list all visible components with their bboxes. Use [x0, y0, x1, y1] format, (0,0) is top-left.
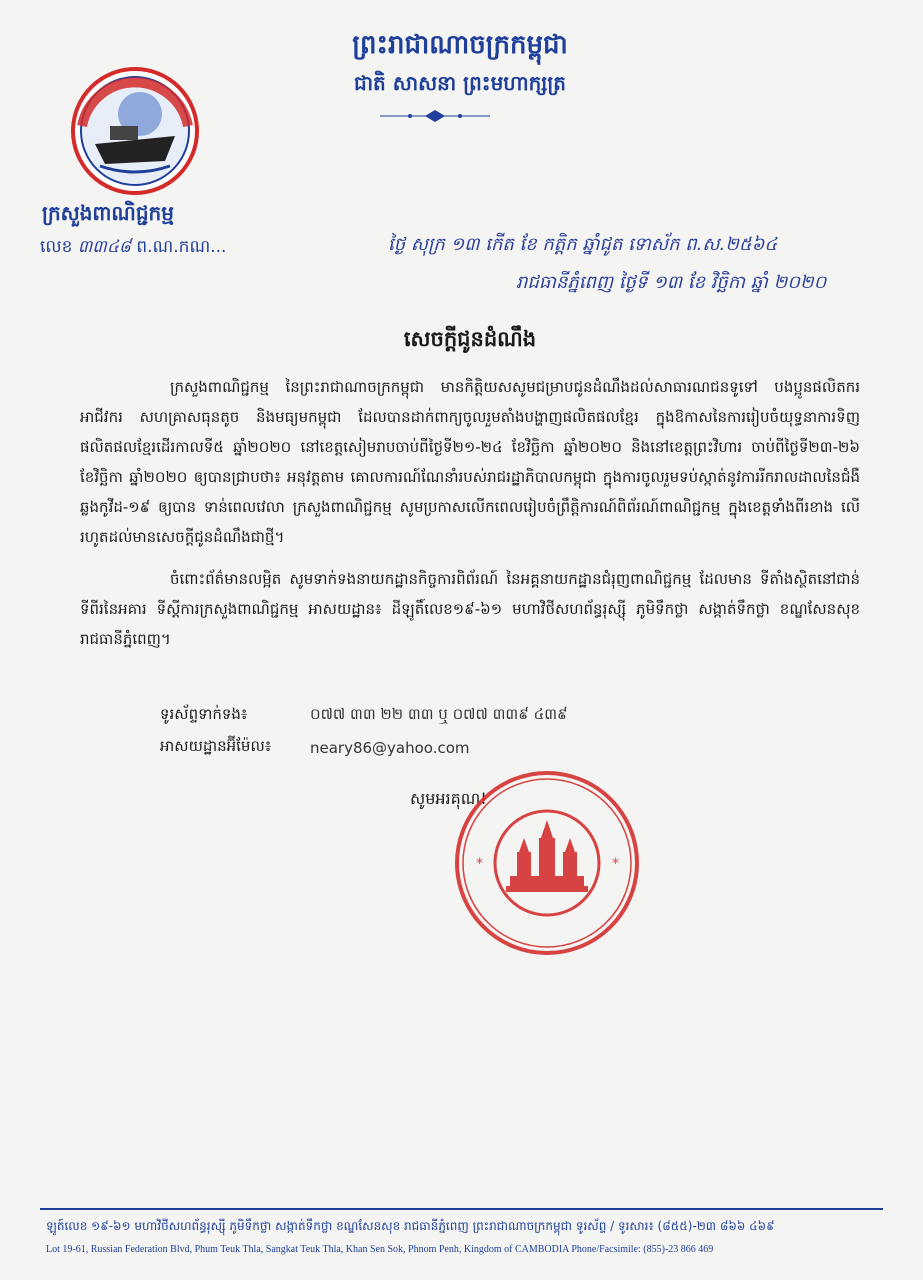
email-label: អាសយដ្ឋានអ៊ីម៉ែល៖: [160, 737, 272, 755]
svg-text:*: *: [612, 856, 619, 872]
ministry-name: ក្រសួងពាណិជ្ជកម្ម: [42, 201, 174, 225]
phone-value: ០៧៧ ៣៣ ២២ ៣៣ ឬ ០៧៧ ៣៣៩ ៤៣៩: [310, 705, 568, 723]
email-row: [160, 732, 568, 764]
letter-body: [80, 372, 860, 666]
footer-address-khmer: ឡូត៍លេខ ១៩-៦១ មហាវិថីសហព័ន្ធរុស្ស៊ី ភូមិទឹកថ្លា សង្កាត់ទឹកថ្លា ខណ្ឌសែនសុខ រាជធានីភ្នំពេញ ព្រះរាជាណាចក្រកម្ពុជា ទូរស័ព្ទ / ទូរសារ៖ (៨៥៥)-២៣ ៨៦៦ ៤៦៩: [46, 1219, 775, 1233]
footer-divider: [40, 1208, 883, 1210]
email-value[interactable]: neary86@yahoo.com: [310, 739, 470, 757]
document-title: សេចក្ដីជូនដំណឹង: [403, 327, 537, 351]
solar-date: រាជធានីភ្នំពេញ ថ្ងៃទី ១៣ ខែ វិច្ឆិកា ឆ្នាំ ២០២០: [516, 272, 827, 293]
ornament-divider-icon: [380, 108, 490, 127]
footer-address-english: Lot 19-61, Russian Federation Blvd, Phum Teuk Thla, Sangkat Teuk Thla, Khan Sen Sok, Phnom Penh, Kingdom of CAMBODIA Phone/Facsimile: (855)-23 866 469: [46, 1244, 714, 1255]
phone-row: [160, 700, 568, 732]
body-paragraph-2: ចំពោះព័ត៌មានលម្អិត សូមទាក់ទងនាយកដ្ឋានកិច្ចការពិព័រណ៍ នៃអគ្គនាយកដ្ឋានជំរុញពាណិជ្ជកម្ម ដែលមាន ទីតាំងស្ថិតនៅជាន់ទីពីរនៃអគារ ទីស្ដីការក្រសួងពាណិជ្ជកម្ម អាសយដ្ឋាន៖ ដីឡូតិ៍លេខ១៩-៦១ មហាវិថីសហព័ន្ធរុស្ស៊ី ភូមិទឹកថ្លា សង្កាត់ទឹកថ្លា ខណ្ឌសែនសុខ រាជធានីភ្នំពេញ។: [80, 570, 860, 648]
body-paragraph-1: ក្រសួងពាណិជ្ជកម្ម នៃព្រះរាជាណាចក្រកម្ពុជា មានកិត្តិយសសូមជម្រាបជូនដំណឹងដល់សាធារណជនទូទៅ បងប្អូនផលិតករ អាជីវករ សហគ្រាសធុនតូច និងមធ្យមកម្ពុជា ដែលបានដាក់ពាក្យចូលរួមតាំងបង្ហាញផលិតផលខ្មែរ ក្នុងឱកាសនៃការរៀបចំយុទ្ធនាការទិញផលិតផលខ្មែរដើរកាលទី៥ ឆ្នាំ២០២០ នៅខេត្តសៀមរាបចាប់ពីថ្ងៃទី២១-២៤ ខែវិច្ឆិកា ឆ្នាំ២០២០ និងនៅខេត្តព្រះវិហារ ចាប់ពីថ្ងៃទី២៣-២៦ ខែវិច្ឆិកា ឆ្នាំ២០២០ ឲ្យបានជ្រាបថា៖ អនុវត្តតាម គោលការណ៍ណែនាំរបស់រាជរដ្ឋាភិបាលកម្ពុជា ក្នុងការចូលរួមទប់ស្កាត់នូវការរីករាលដាលនៃជំងឺឆ្លងកូវីដ-១៩ ឲ្យបាន ទាន់ពេលវេលា ក្រសួងពាណិជ្ជកម្ម សូមប្រកាសលើកពេលរៀបចំព្រឹត្តិការណ៍ពិព័រណ៍ពាណិជ្ជកម្ម ក្នុងខេត្តទាំងពីរខាង លើរហូតដល់មានសេចក្ដីជូនដំណឹងជាថ្មី។: [80, 378, 860, 546]
reference-suffix: ព.ណ.កណ...: [136, 237, 227, 257]
lunar-date: ថ្ងៃ សុក្រ ១៣ កើត ខែ កត្តិក ឆ្នាំជូត ទោស័ក ព.ស.២៥៦៤: [388, 234, 778, 255]
reference-label: លេខ: [40, 237, 73, 257]
reference-value: ៣៣៤៨: [77, 237, 131, 257]
closing-thanks: សូមអរគុណ!: [410, 789, 487, 808]
official-seal: [452, 768, 642, 962]
reference-number: [40, 236, 226, 261]
svg-text:*: *: [476, 856, 483, 872]
contact-block: [160, 700, 568, 764]
phone-label: ទូរស័ព្ទទាក់ទង៖: [160, 705, 248, 723]
ministry-logo: [70, 66, 200, 200]
national-motto: ជាតិ សាសនា ព្រះមហាក្សត្រ: [354, 71, 566, 95]
kingdom-heading: ព្រះរាជាណាចក្រកម្ពុជា: [352, 30, 568, 60]
